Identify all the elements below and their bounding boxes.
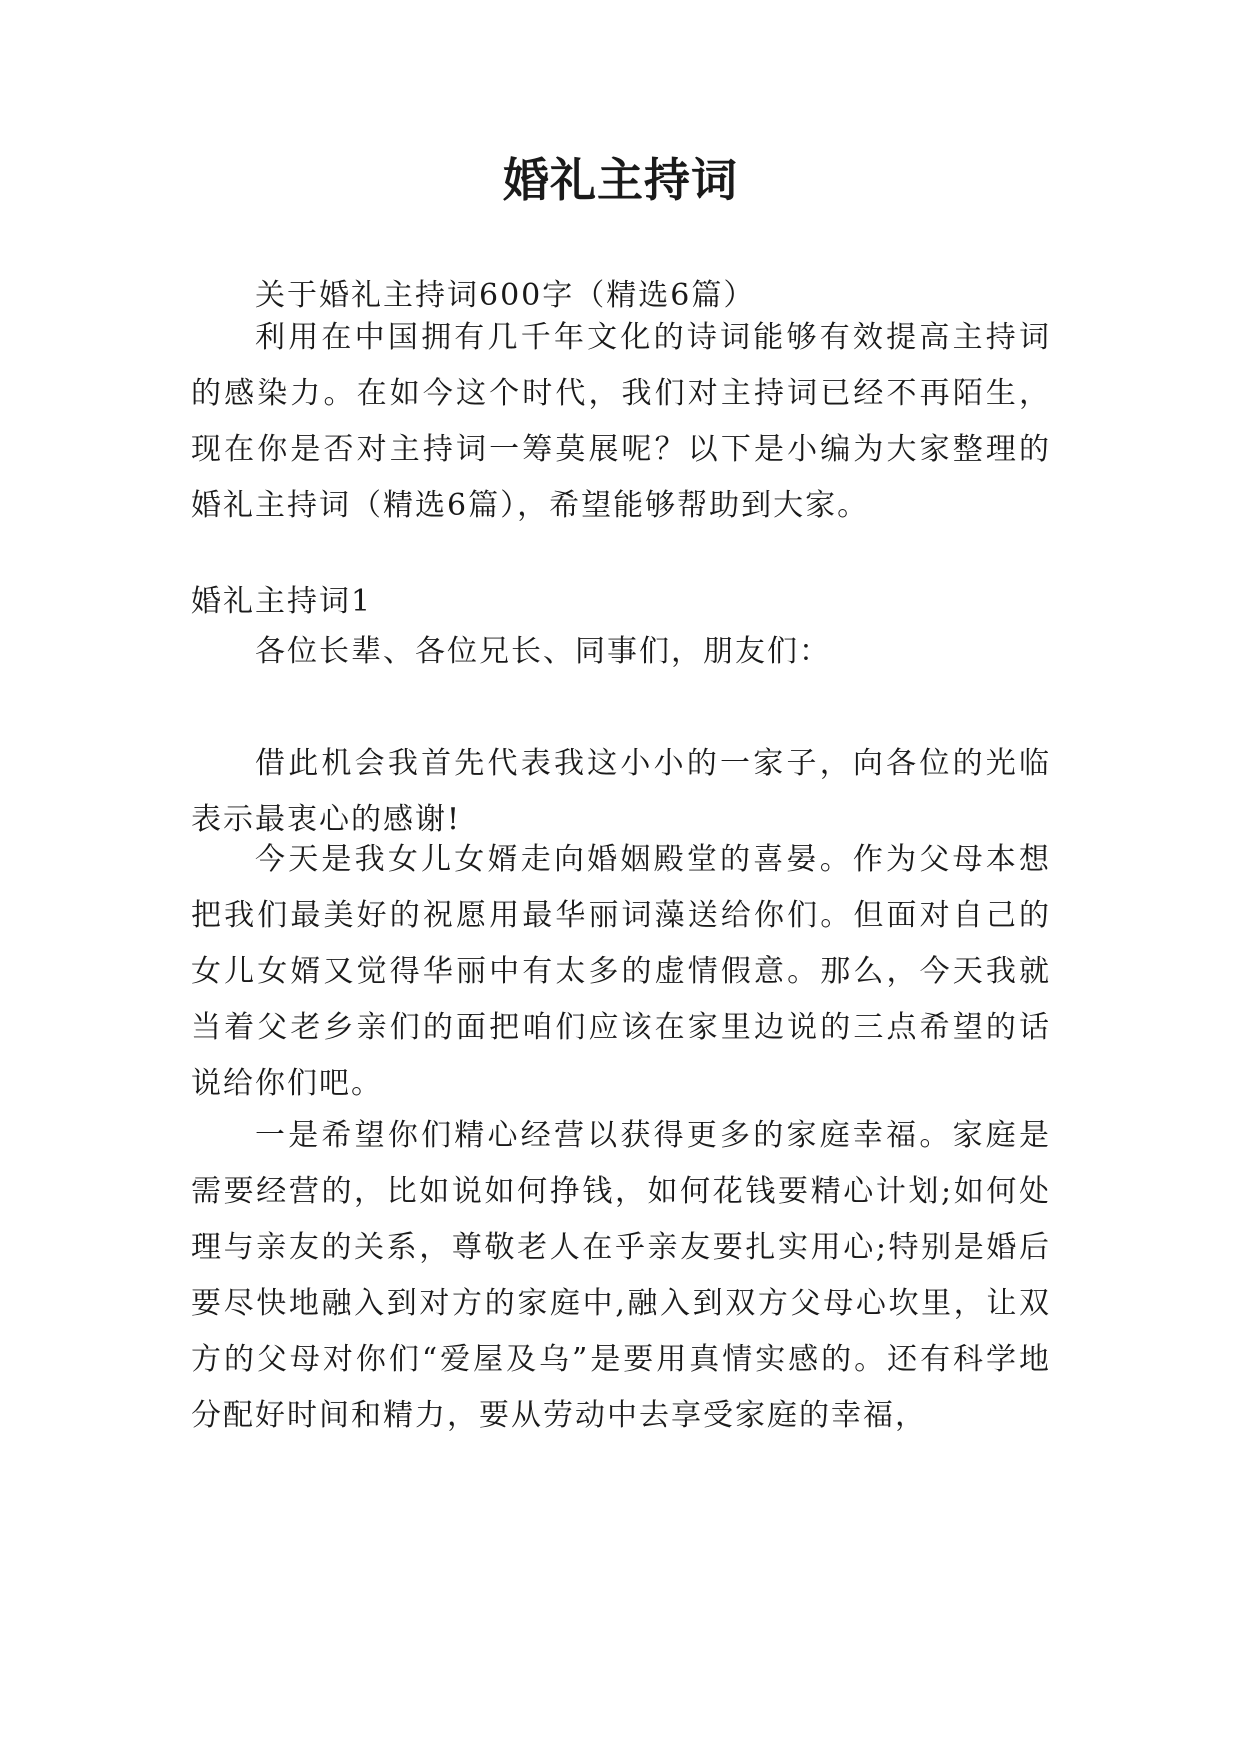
document-subtitle: 关于婚礼主持词600字（精选6篇） [255,278,756,313]
body-paragraph-3: 一是希望你们精心经营以获得更多的家庭幸福。家庭是需要经营的，比如说如何挣钱，如何花钱要精心计划;如何处理与亲友的关系，尊敬老人在乎亲友要扎实用心;特别是婚后要尽快地融入到对方的家庭中,融入到双方父母心坎里，让双方的父母对你们“爱屋及乌”是要用真情实感的。还有科学地分配好时间和精力，要从劳动中去享受家庭的幸福， [191,1118,1051,1433]
intro-paragraph: 利用在中国拥有几千年文化的诗词能够有效提高主持词的感染力。在如今这个时代，我们对主持词已经不再陌生，现在你是否对主持词一筹莫展呢？以下是小编为大家整理的婚礼主持词（精选6篇），希望能够帮助到大家。 [191,320,1051,523]
section-heading: 婚礼主持词1 [191,584,373,619]
body-paragraph-1: 借此机会我首先代表我这小小的一家子，向各位的光临表示最衷心的感谢! [191,746,1051,837]
document-title: 婚礼主持词 [503,153,738,207]
body-paragraph-2: 今天是我女儿女婿走向婚姻殿堂的喜晏。作为父母本想把我们最美好的祝愿用最华丽词藻送给你们。但面对自己的女儿女婿又觉得华丽中有太多的虚情假意。那么，今天我就当着父老乡亲们的面把咱们应该在家里边说的三点希望的话说给你们吧。 [191,842,1051,1101]
greeting-line: 各位长辈、各位兄长、同事们，朋友们： [255,634,831,669]
